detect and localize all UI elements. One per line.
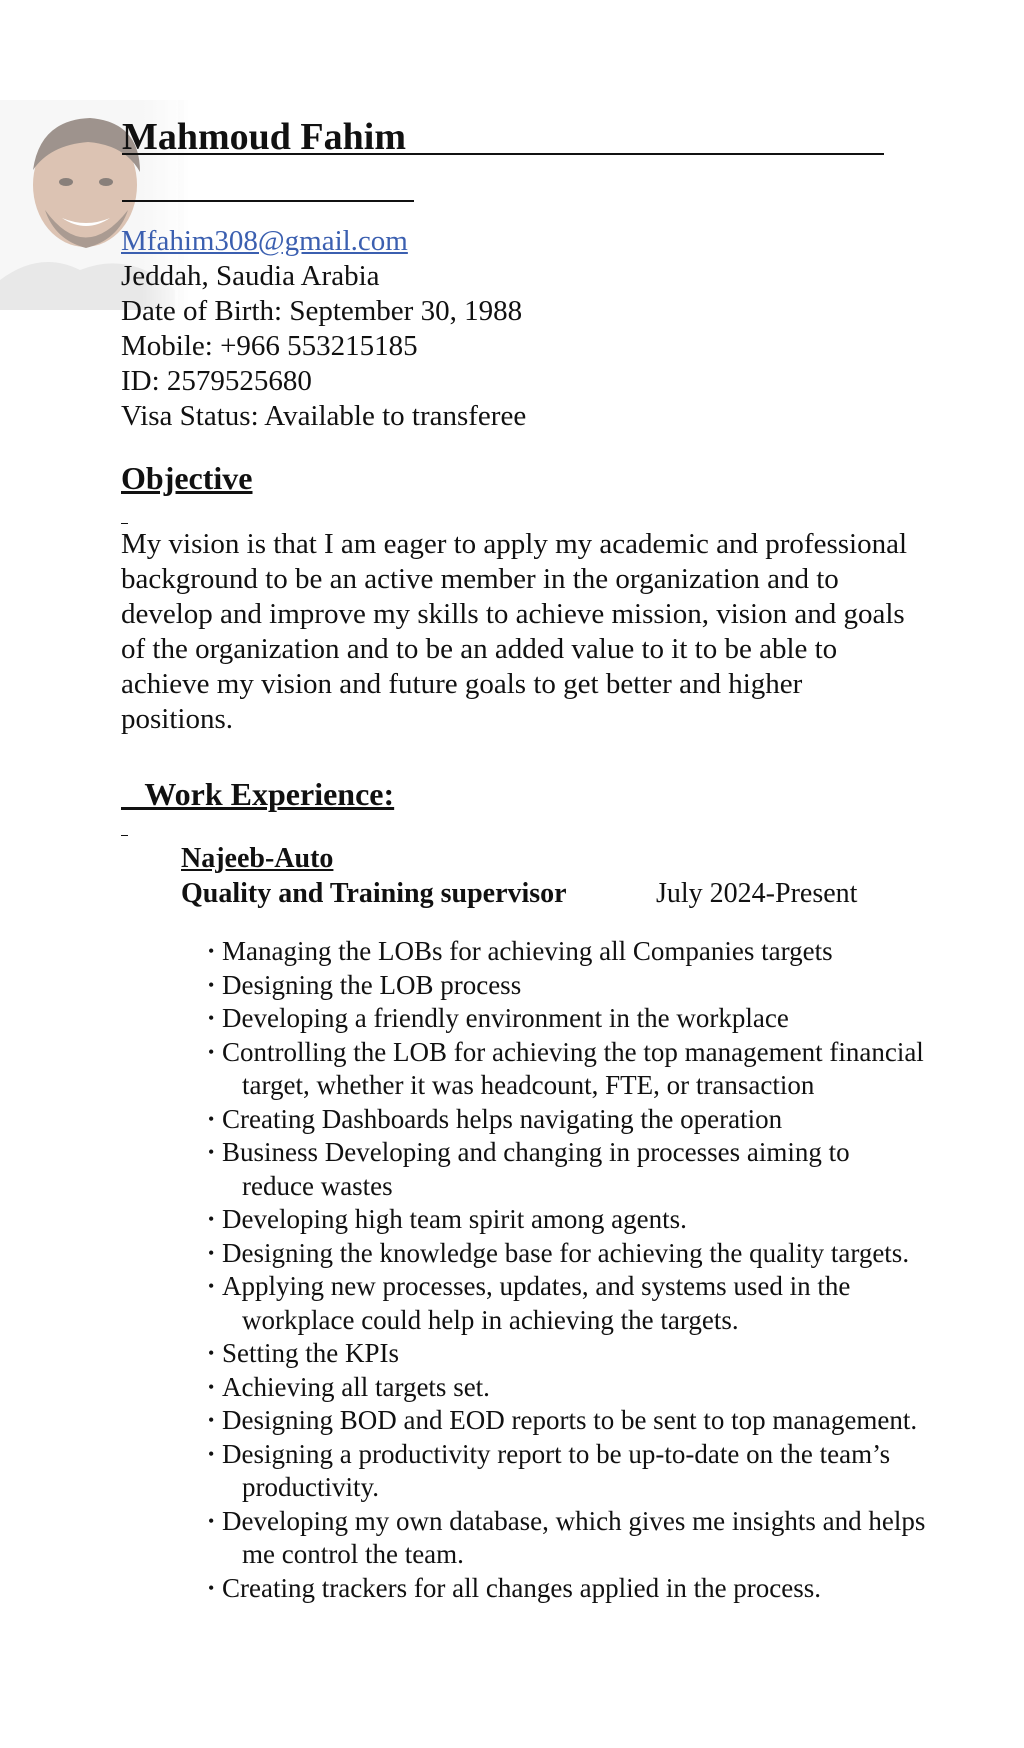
list-item [208, 1270, 928, 1337]
bullet-icon: • [208, 1209, 215, 1229]
list-item [208, 1103, 928, 1137]
location-text: Jeddah, Saudia Arabia [121, 260, 380, 292]
divider-line [122, 200, 414, 202]
work-experience-heading: Work Experience: [121, 776, 395, 812]
contact-block [121, 224, 526, 434]
mobile-text: Mobile: +966 553215185 [121, 330, 418, 362]
list-item [208, 1404, 928, 1438]
list-item-text: Business Developing and changing in processes aiming to reduce wastes [222, 1137, 850, 1201]
candidate-name: Mahmoud Fahim [122, 116, 406, 158]
list-item-text: Developing high team spirit among agents. [222, 1204, 687, 1234]
list-item-text: Creating trackers for all changes applied in the process. [222, 1572, 822, 1603]
bullet-icon: • [208, 1008, 215, 1028]
name-underline [122, 153, 884, 155]
list-item [208, 935, 928, 969]
bullet-icon: • [208, 1443, 215, 1464]
list-item [208, 1203, 928, 1237]
list-item-text: Designing the knowledge base for achieving the quality targets. [222, 1237, 910, 1268]
list-item-text: Developing my own database, which gives me insights and helps me control the team. [222, 1505, 926, 1569]
list-item [208, 1036, 928, 1103]
objective-paragraph: My vision is that I am eager to apply my academic and professional background to be an active member in the organization and to develop and improve my skills to achieve mission, vision and goals of the organization and to be an added value to it to be able to achieve my vision and future goals to get better and higher positions. [121, 528, 908, 735]
list-item-text: Applying new processes, updates, and systems used in the workplace could help in achieving the targets. [222, 1271, 851, 1335]
email-link[interactable]: Mfahim308@gmail.com [121, 225, 408, 257]
dob-text: Date of Birth: September 30, 1988 [121, 295, 523, 327]
bullet-icon: • [208, 1577, 215, 1598]
company-name: Najeeb-Auto [181, 843, 334, 874]
responsibilities-list [208, 935, 928, 1605]
job-title: Quality and Training supervisor [181, 878, 567, 909]
bullet-icon: • [208, 1242, 215, 1263]
list-item [208, 1002, 928, 1036]
list-item [208, 1136, 928, 1203]
bullet-icon: • [208, 1142, 215, 1162]
list-item [208, 1505, 928, 1572]
bullet-icon: • [208, 1410, 215, 1430]
list-item [208, 1337, 928, 1371]
list-item-text: Creating Dashboards helps navigating the operation [222, 1103, 783, 1134]
objective-heading: Objective [121, 460, 253, 496]
bullet-icon: • [208, 1276, 215, 1296]
list-item-text: Designing the LOB process [222, 969, 522, 1000]
job-period: July 2024-Present [656, 878, 858, 909]
bullet-icon: • [208, 974, 215, 995]
bullet-icon: • [208, 1041, 215, 1062]
list-item [208, 1371, 928, 1405]
list-item-text: Developing a friendly environment in the workplace [222, 1003, 789, 1033]
visa-status-text: Visa Status: Available to transferee [121, 400, 527, 432]
dash-mark [121, 835, 128, 836]
list-item-text: Setting the KPIs [222, 1338, 400, 1368]
list-item-text: Managing the LOBs for achieving all Companies targets [222, 936, 833, 966]
list-item-text: Controlling the LOB for achieving the top management financial target, whether it was headcount, FTE, or transaction [222, 1036, 924, 1100]
dash-mark [121, 523, 128, 524]
bullet-icon: • [208, 1510, 215, 1531]
bullet-icon: • [208, 1376, 215, 1397]
list-item [208, 1572, 928, 1606]
list-item [208, 1438, 928, 1505]
list-item [208, 969, 928, 1003]
id-text: ID: 2579525680 [121, 365, 312, 397]
bullet-icon: • [208, 1108, 215, 1129]
list-item-text: Achieving all targets set. [222, 1371, 490, 1402]
list-item [208, 1237, 928, 1271]
bullet-icon: • [208, 1343, 215, 1363]
list-item-text: Designing a productivity report to be up-to-date on the team’s productivity. [222, 1438, 891, 1502]
bullet-icon: • [208, 941, 215, 961]
list-item-text: Designing BOD and EOD reports to be sent to top management. [222, 1405, 918, 1435]
